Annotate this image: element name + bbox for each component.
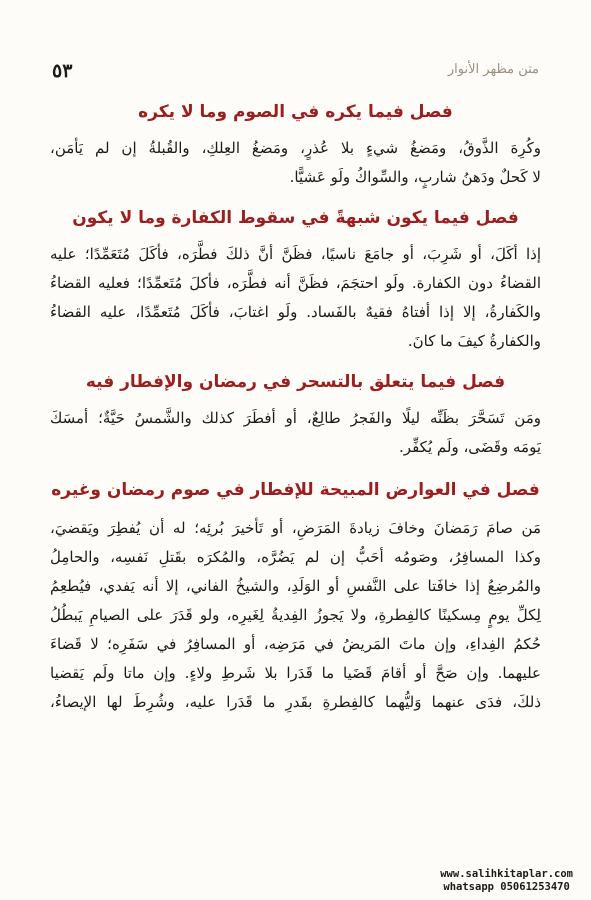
book-title: متن مظهر الأنوار <box>447 62 539 77</box>
text-line: والكفارةُ كيفَ ما كانَ. <box>407 332 541 350</box>
text-line: وكُرِهَ الذَّوقُ، ومَضغُ شيءٍ بلا عُذرٍ، ومَضغُ العِلكِ، والقُبلةُ إن لم يَأمَن، <box>50 139 541 157</box>
section-heading: فصل فيما يكون شبهةً في سقوط الكفارة وما لا يكون <box>72 208 519 228</box>
text-line: القضاءُ دون الكفارة. ولَو احتجَمَ، فظَنَّ أنه فطَّرَه، فأكلَ مُتَعمِّدًا؛ فعليه القضاءُ <box>50 274 541 292</box>
section-paragraph <box>50 514 541 717</box>
running-head <box>52 60 539 82</box>
text-line: ومَن تَسَحَّرَ بظَنِّه ليلًا والفَجرُ طالِعٌ، أو أفطَرَ كذلك والشَّمسُ حَيَّةٌ؛ أمسَكَ <box>50 409 541 427</box>
section-paragraph <box>50 134 541 192</box>
section-paragraph <box>50 404 541 462</box>
text-line: عليهما. وإن صَحَّ أو أقامَ قَضَيا ما قَدَرا بلا شَرطِ ولاءٍ. وإن ماتا ولَم يَقضيا <box>50 664 541 682</box>
section-heading: فصل فيما يكره في الصوم وما لا يكره <box>138 102 453 122</box>
text-line: مَن صامَ رَمَضانَ وخافَ زيادةَ المَرَضِ، أو تَأخيرَ بُرئِه؛ له أن يُفطِرَ ويَقضيَ، <box>50 519 541 537</box>
section-suhoor-and-iftar <box>50 368 541 462</box>
text-line: لِكلِّ يومٍ مِسكينًا كالفِطرةِ، ولا يَجوزُ الفِديةُ لِغَيرِه، ولو قَدَرَ على الصيامِ يَبطُلُ <box>50 606 541 624</box>
section-paragraph <box>50 240 541 356</box>
page-number: ٥٣ <box>52 60 73 82</box>
text-line: والكَفارةُ، إلا إذا أفتاهُ فقيهٌ بالفَساد. ولَو اغتابَ، فأكَلَ مُتَعمِّدًا، عليه القضاءُ <box>50 303 541 321</box>
page-body <box>50 98 541 717</box>
section-excuses-for-breaking-fast <box>50 476 541 717</box>
text-line: إذا أكَلَ، أو شَرِبَ، أو جامَعَ ناسيًا، فظَنَّ أنَّ ذلكَ فطَّرَه، فأكَلَ مُتَعَمِّدًا؛ عليه <box>50 245 541 263</box>
text-line: والمُرضِعُ إذا خافَتا على النَّفسِ أو الوَلَدِ، والشيخُ الفاني، إلا أنه يَفدي، فيُطعِمُ <box>50 577 541 595</box>
text-line: حُكمُ الفِداءِ، وإن ماتَ المَريضُ في مَرَضِه، أو المسافِرُ في سَفَرِه؛ لا قَضاءَ <box>50 635 541 653</box>
text-line: يَومَه وقَضَى، ولَم يُكفِّر. <box>399 438 541 456</box>
section-expiation-doubt <box>50 204 541 356</box>
publisher-watermark <box>440 868 573 894</box>
whatsapp-contact: whatsapp 05061253470 <box>443 881 570 893</box>
text-line: لا كَحلٌ ودَهنُ شاربٍ، والسِّواكُ ولَو عَشيًّا. <box>289 168 541 186</box>
section-disliked-in-fasting <box>50 98 541 192</box>
website-link[interactable]: www.salihkitaplar.com <box>440 868 573 880</box>
section-heading: فصل في العوارض المبيحة للإفطار في صوم رمضان وغيره <box>51 480 540 500</box>
text-line: وكذا المسافِرُ، وصَومُه أحَبُّ إن لم يَضُرَّه، والمُكرَه بقَتلِ نَفسِه، والحامِلُ <box>50 548 541 566</box>
text-line: ذلكَ، فدَى عنهما وَليُّهما كالفِطرةِ بقَدرِ ما قَدَرا عليه، وشُرِطَ لها الإيصاءُ، <box>50 693 541 711</box>
section-heading: فصل فيما يتعلق بالتسحر في رمضان والإفطار فيه <box>85 372 506 392</box>
